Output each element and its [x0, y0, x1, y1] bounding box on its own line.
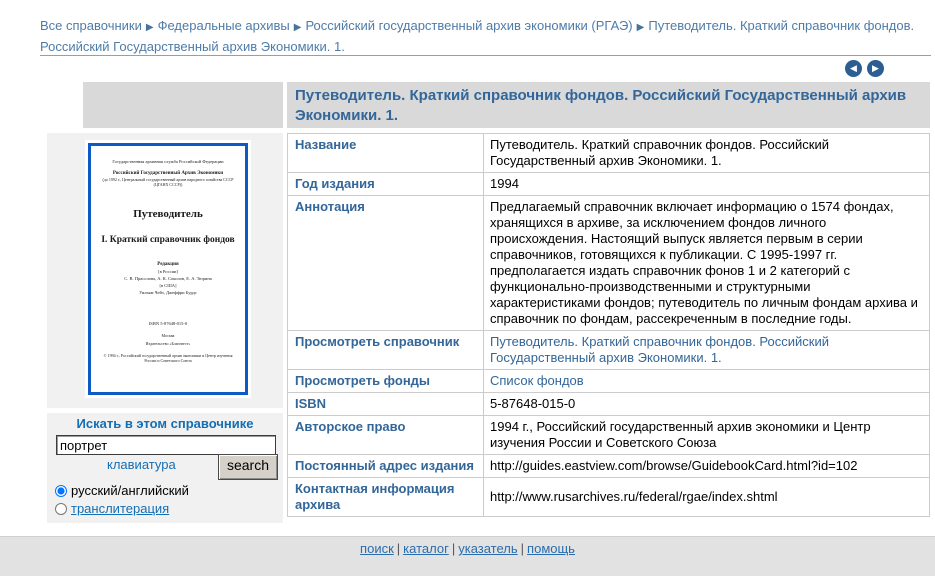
- row-value-cell: [484, 393, 929, 415]
- footer-separator: |: [520, 541, 525, 556]
- keyboard-link[interactable]: клавиатура: [107, 457, 176, 472]
- radio-button[interactable]: [55, 503, 67, 515]
- row-value-cell: [484, 455, 929, 477]
- row-value: 5-87648-015-0: [490, 396, 576, 411]
- row-label: Просмотреть фонды: [288, 370, 484, 392]
- cover-agency: Государственная архивная служба Российской Федерации: [112, 159, 224, 164]
- cover-city: Москва: [161, 333, 175, 338]
- row-label: Просмотреть справочник: [288, 331, 484, 369]
- row-value-cell: [484, 416, 929, 454]
- table-row: [288, 370, 929, 393]
- row-label: Авторское право: [288, 416, 484, 454]
- pager: [845, 60, 884, 77]
- breadcrumb-link[interactable]: Путеводитель. Краткий справочник фондов. Российский Государственный архив Экономики. 1.: [40, 18, 915, 54]
- prev-arrow-icon[interactable]: ◀: [845, 60, 862, 77]
- book-cover-panel: [47, 133, 283, 408]
- cover-isbn: ISBN 5-87648-015-0: [148, 321, 188, 326]
- footer-links: [360, 541, 575, 556]
- table-row: [288, 173, 929, 196]
- search-option[interactable]: [55, 500, 189, 518]
- cover-editors-ru-label: [в России]: [158, 269, 178, 274]
- page-title: Путеводитель. Краткий справочник фондов. Российский Государственный архив Экономики. 1.: [287, 82, 930, 128]
- breadcrumb-separator-icon: ▶: [145, 22, 154, 33]
- book-cover-frame: [88, 143, 248, 395]
- row-label: Контактная информация архива: [288, 478, 484, 516]
- cover-editors-heading: Редакция: [157, 262, 179, 267]
- row-value-cell: [484, 134, 929, 172]
- radio-button[interactable]: [55, 485, 67, 497]
- footer-link[interactable]: указатель: [458, 541, 518, 556]
- table-row: [288, 455, 929, 478]
- cover-archive-note: (до 1992 г., Центральный государственный архив народного хозяйства СССР (ЦГАНХ СССР)): [102, 177, 234, 187]
- table-row: [288, 478, 929, 517]
- cover-editors-us-label: [в США]: [159, 283, 177, 288]
- details-table: [287, 133, 930, 517]
- row-label: Аннотация: [288, 196, 484, 330]
- breadcrumb-separator-icon: ▶: [636, 22, 645, 33]
- search-option[interactable]: [55, 482, 189, 500]
- cover-title: Путеводитель: [133, 208, 203, 220]
- row-value-link[interactable]: Путеводитель. Краткий справочник фондов. Российский Государственный архив Экономики. 1.: [490, 334, 829, 365]
- row-value-cell: [484, 370, 929, 392]
- footer-link[interactable]: каталог: [403, 541, 449, 556]
- table-row: [288, 331, 929, 370]
- row-value: Предлагаемый справочник включает информацию о 1574 фондах, хранящихся в архиве, за исключением фондов личного происхождения. Настоящий выпуск является первым в серии справочников, готовящихся к публикации. С 1995-1997 гг. предполагается издать справочник фонов 1 и 2 категорий с функционально-производственными и структурными характеристиками фондов; путеводитель по личным фондам архива и справочник по фондам, рассекреченным в последние годы.: [490, 199, 918, 326]
- row-value-cell: [484, 478, 929, 516]
- breadcrumb-link[interactable]: Федеральные архивы: [157, 18, 290, 33]
- row-label: Постоянный адрес издания: [288, 455, 484, 477]
- search-panel: [47, 413, 283, 523]
- row-value-cell: [484, 196, 929, 330]
- row-value-cell: [484, 173, 929, 195]
- book-cover-image: [85, 140, 251, 398]
- breadcrumb-divider: [40, 55, 931, 56]
- footer-link[interactable]: поиск: [360, 541, 394, 556]
- footer-link[interactable]: помощь: [527, 541, 575, 556]
- table-row: [288, 416, 929, 455]
- row-value: Путеводитель. Краткий справочник фондов. Российский Государственный архив Экономики. 1.: [490, 137, 829, 168]
- search-button[interactable]: search: [218, 454, 278, 480]
- table-row: [288, 393, 929, 416]
- cover-editors-ru: С. В. Прасолова, А. К. Соколов, Е. А. Тюрина: [124, 276, 212, 281]
- table-row: [288, 196, 929, 331]
- sidebar-header-block: [83, 82, 283, 128]
- search-panel-title: Искать в этом справочнике: [76, 416, 254, 431]
- search-option-label[interactable]: русский/английский: [71, 483, 189, 498]
- search-input[interactable]: [56, 435, 276, 455]
- row-value: 1994: [490, 176, 519, 191]
- row-value: http://www.rusarchives.ru/federal/rgae/index.shtml: [490, 489, 778, 504]
- row-label: Название: [288, 134, 484, 172]
- row-value: http://guides.eastview.com/browse/GuidebookCard.html?id=102: [490, 458, 858, 473]
- breadcrumb-link[interactable]: Все справочники: [40, 18, 142, 33]
- row-label: Год издания: [288, 173, 484, 195]
- breadcrumb-link[interactable]: Российский государственный архив экономики (РГАЭ): [305, 18, 633, 33]
- table-row: [288, 134, 929, 173]
- search-options: [55, 482, 189, 518]
- row-label: ISBN: [288, 393, 484, 415]
- breadcrumb: [40, 16, 932, 56]
- cover-publisher: Издательство «Благовест»: [145, 341, 191, 346]
- row-value-cell: [484, 331, 929, 369]
- cover-copyright: © 1994 г., Российский государственный архив экономики и Центр изучения России и Советского Союза: [103, 353, 233, 363]
- cover-archive-name: Российский Государственный Архив Экономики: [112, 171, 224, 176]
- next-arrow-icon[interactable]: ▶: [867, 60, 884, 77]
- search-option-label[interactable]: транслитерация: [71, 501, 170, 516]
- footer-separator: |: [396, 541, 401, 556]
- row-value-link[interactable]: Список фондов: [490, 373, 584, 388]
- row-value: 1994 г., Российский государственный архив экономики и Центр изучения России и Советского Союза: [490, 419, 871, 450]
- footer-bar: [0, 536, 935, 576]
- breadcrumb-separator-icon: ▶: [293, 22, 302, 33]
- cover-subtitle: I. Краткий справочник фондов: [101, 235, 235, 245]
- cover-editors-us: Уильям Чейз, Джеффри Бурдс: [139, 290, 197, 295]
- footer-separator: |: [451, 541, 456, 556]
